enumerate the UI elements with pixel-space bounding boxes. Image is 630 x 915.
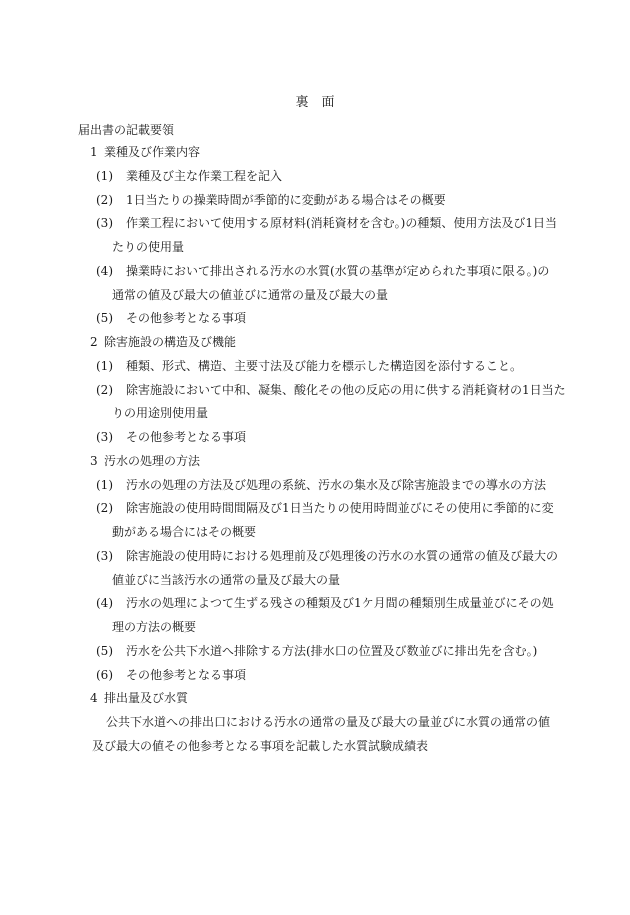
item-text: その他参考となる事項 <box>126 430 247 444</box>
item-text: 通常の値及び最大の値並びに通常の量及び最大の量 <box>112 287 389 302</box>
item-text: 作業工程において使用する原材料(消耗資材を含む。)の種類、使用方法及び1日当 <box>126 216 558 231</box>
item-number: (2) <box>96 501 113 516</box>
item-text: その他参考となる事項 <box>126 311 247 326</box>
item-text: 動がある場合にはその概要 <box>112 525 257 539</box>
item-number: (5) <box>96 643 113 658</box>
item-text: 種類、形式、構造、主要寸法及び能力を標示した構造図を添付すること。 <box>126 358 523 373</box>
section-number: 1 <box>90 145 98 159</box>
item-text: 値並びに当該汚水の通常の量及び最大の量 <box>112 572 341 587</box>
section-label: 除害施設の構造及び機能 <box>104 335 237 349</box>
section-number: 3 <box>90 453 98 468</box>
item-number: (3) <box>96 430 113 444</box>
item-text: 除害施設の使用時間間隔及び1日当たりの使用時間並びにその使用に季節的に変 <box>126 501 554 516</box>
paragraph-text: 及び最大の値その他参考となる事項を記載した水質試験成績表 <box>92 738 429 753</box>
item-number: (1) <box>96 168 113 183</box>
page-title: 裏 面 <box>295 95 335 110</box>
item-text: 汚水の処理の方法及び処理の系統、汚水の集水及び除害施設までの導水の方法 <box>126 477 547 492</box>
item-text: 1日当たりの操業時間が季節的に変動がある場合はその概要 <box>126 192 446 207</box>
item-number: (3) <box>96 548 113 563</box>
section-label: 業種及び作業内容 <box>104 145 201 159</box>
item-number: (4) <box>96 596 113 611</box>
item-text: 汚水の処理によつて生ずる残さの種類及び1ケ月間の種類別生成量並びにその処 <box>126 596 554 611</box>
item-text: 業種及び主な作業工程を記入 <box>126 168 283 183</box>
document-heading: 届出書の記載要領 <box>78 123 175 137</box>
item-text: りの用途別使用量 <box>112 406 209 421</box>
item-number: (1) <box>96 358 113 373</box>
item-text: 除害施設の使用時における処理前及び処理後の汚水の水質の通常の値及び最大の <box>126 548 559 563</box>
item-number: (5) <box>96 311 113 326</box>
paragraph-text: 公共下水道への排出口における汚水の通常の量及び最大の量並びに水質の通常の値 <box>106 715 551 729</box>
item-number: (2) <box>96 382 113 397</box>
item-text: 汚水を公共下水道へ排除する方法(排水口の位置及び数並びに排出先を含む。) <box>126 643 538 658</box>
item-number: (1) <box>96 477 113 492</box>
section-label: 汚水の処理の方法 <box>104 453 201 468</box>
item-number: (2) <box>96 192 113 207</box>
item-text: 理の方法の概要 <box>112 620 197 634</box>
item-text: 除害施設において中和、凝集、酸化その他の反応の用に供する消耗資材の1日当た <box>126 382 566 397</box>
section-label: 排出量及び水質 <box>104 691 189 706</box>
item-number: (6) <box>96 667 113 682</box>
item-number: (4) <box>96 263 113 278</box>
item-text: たりの使用量 <box>112 240 185 254</box>
item-number: (3) <box>96 216 113 231</box>
item-text: 操業時において排出される汚水の水質(水質の基準が定められた事項に限る。)の <box>126 263 550 278</box>
section-number: 2 <box>90 335 98 349</box>
section-number: 4 <box>90 691 98 706</box>
item-text: その他参考となる事項 <box>126 667 247 682</box>
